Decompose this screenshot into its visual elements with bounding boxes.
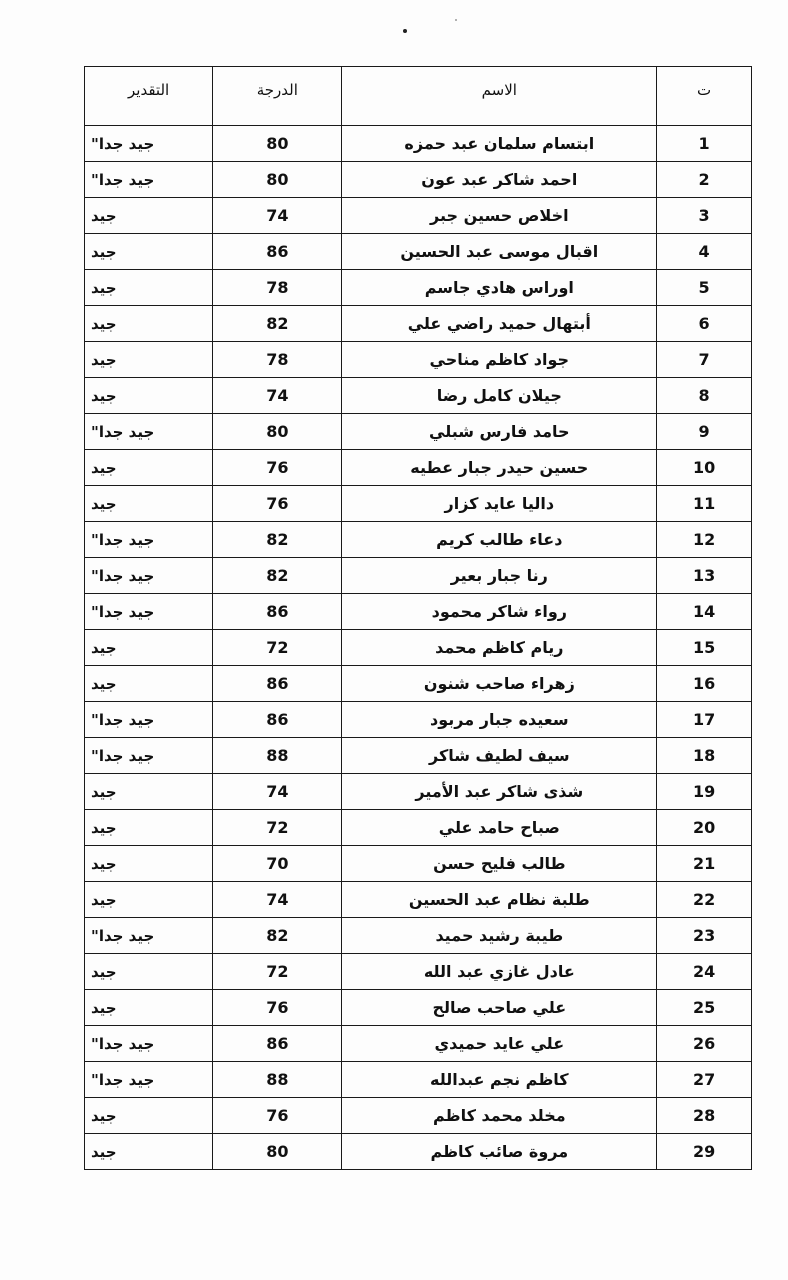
table-header [85, 67, 752, 126]
table-row [85, 450, 752, 486]
cell-grade: جيد [85, 234, 213, 270]
cell-name: طيبة رشيد حميد [342, 918, 657, 954]
cell-grade: جيد [85, 630, 213, 666]
grades-table [84, 66, 752, 1170]
cell-name: داليا عايد كزار [342, 486, 657, 522]
table-row [85, 270, 752, 306]
cell-index: 16 [657, 666, 752, 702]
table-row [85, 738, 752, 774]
cell-score: 82 [213, 306, 342, 342]
table-row [85, 378, 752, 414]
table-body [85, 126, 752, 1170]
cell-name: علي صاحب صالح [342, 990, 657, 1026]
cell-score: 80 [213, 126, 342, 162]
cell-name: جواد كاظم مناحي [342, 342, 657, 378]
table-row [85, 990, 752, 1026]
header-grade: التقدير [85, 67, 213, 126]
cell-score: 76 [213, 450, 342, 486]
table-row [85, 414, 752, 450]
cell-score: 70 [213, 846, 342, 882]
cell-grade: جيد [85, 846, 213, 882]
cell-name: ريام كاظم محمد [342, 630, 657, 666]
cell-name: شذى شاكر عبد الأمير [342, 774, 657, 810]
cell-index: 18 [657, 738, 752, 774]
cell-score: 76 [213, 1098, 342, 1134]
cell-score: 82 [213, 558, 342, 594]
cell-index: 27 [657, 1062, 752, 1098]
cell-grade: جيد [85, 990, 213, 1026]
table-row [85, 918, 752, 954]
cell-name: اقبال موسى عبد الحسين [342, 234, 657, 270]
cell-score: 88 [213, 738, 342, 774]
table-row [85, 1026, 752, 1062]
cell-index: 4 [657, 234, 752, 270]
cell-index: 8 [657, 378, 752, 414]
cell-index: 1 [657, 126, 752, 162]
cell-name: رنا جبار بعير [342, 558, 657, 594]
table-row [85, 882, 752, 918]
cell-score: 82 [213, 918, 342, 954]
ink-speck [455, 19, 457, 21]
cell-name: أبتهال حميد راضي علي [342, 306, 657, 342]
cell-index: 9 [657, 414, 752, 450]
cell-score: 78 [213, 342, 342, 378]
cell-name: طلبة نظام عبد الحسين [342, 882, 657, 918]
table-row [85, 342, 752, 378]
cell-grade: جيد [85, 954, 213, 990]
table-row [85, 954, 752, 990]
cell-grade: جيد جدا" [85, 162, 213, 198]
cell-grade: جيد جدا" [85, 1026, 213, 1062]
cell-grade: جيد [85, 1098, 213, 1134]
table-row [85, 522, 752, 558]
table-row [85, 306, 752, 342]
cell-name: كاظم نجم عبدالله [342, 1062, 657, 1098]
cell-score: 74 [213, 198, 342, 234]
table-row [85, 630, 752, 666]
cell-score: 76 [213, 990, 342, 1026]
cell-name: احمد شاكر عبد عون [342, 162, 657, 198]
cell-grade: جيد [85, 882, 213, 918]
cell-grade: جيد [85, 270, 213, 306]
cell-index: 24 [657, 954, 752, 990]
cell-name: سيف لطيف شاكر [342, 738, 657, 774]
table-row [85, 162, 752, 198]
cell-index: 21 [657, 846, 752, 882]
table-row [85, 666, 752, 702]
header-row [85, 67, 752, 126]
table-row [85, 486, 752, 522]
cell-name: صباح حامد علي [342, 810, 657, 846]
cell-index: 11 [657, 486, 752, 522]
cell-score: 82 [213, 522, 342, 558]
cell-index: 22 [657, 882, 752, 918]
cell-grade: جيد [85, 198, 213, 234]
table-row [85, 594, 752, 630]
cell-score: 76 [213, 486, 342, 522]
cell-score: 72 [213, 810, 342, 846]
cell-name: سعيده جبار مربود [342, 702, 657, 738]
cell-grade: جيد جدا" [85, 918, 213, 954]
cell-index: 3 [657, 198, 752, 234]
ink-speck [403, 29, 407, 33]
cell-grade: جيد [85, 486, 213, 522]
cell-name: طالب فليح حسن [342, 846, 657, 882]
cell-grade: جيد جدا" [85, 558, 213, 594]
cell-score: 86 [213, 234, 342, 270]
cell-index: 19 [657, 774, 752, 810]
cell-index: 17 [657, 702, 752, 738]
cell-grade: جيد جدا" [85, 702, 213, 738]
cell-grade: جيد [85, 666, 213, 702]
header-score: الدرجة [213, 67, 342, 126]
cell-grade: جيد [85, 774, 213, 810]
cell-index: 7 [657, 342, 752, 378]
cell-name: جيلان كامل رضا [342, 378, 657, 414]
cell-score: 80 [213, 162, 342, 198]
cell-score: 88 [213, 1062, 342, 1098]
table-row [85, 198, 752, 234]
cell-index: 29 [657, 1134, 752, 1170]
cell-index: 15 [657, 630, 752, 666]
cell-grade: جيد [85, 378, 213, 414]
table-row [85, 774, 752, 810]
cell-score: 80 [213, 1134, 342, 1170]
cell-index: 13 [657, 558, 752, 594]
cell-grade: جيد جدا" [85, 414, 213, 450]
cell-index: 5 [657, 270, 752, 306]
cell-name: علي عايد حميدي [342, 1026, 657, 1062]
table-row [85, 126, 752, 162]
cell-index: 28 [657, 1098, 752, 1134]
cell-name: اوراس هادي جاسم [342, 270, 657, 306]
cell-grade: جيد [85, 342, 213, 378]
cell-name: رواء شاكر محمود [342, 594, 657, 630]
header-name: الاسم [342, 67, 657, 126]
cell-name: حامد فارس شبلي [342, 414, 657, 450]
table-row [85, 810, 752, 846]
cell-score: 74 [213, 378, 342, 414]
cell-grade: جيد [85, 810, 213, 846]
cell-score: 74 [213, 774, 342, 810]
cell-grade: جيد جدا" [85, 1062, 213, 1098]
table-row [85, 1098, 752, 1134]
table-row [85, 702, 752, 738]
cell-name: عادل غازي عبد الله [342, 954, 657, 990]
cell-grade: جيد جدا" [85, 594, 213, 630]
cell-index: 2 [657, 162, 752, 198]
cell-score: 72 [213, 630, 342, 666]
table-row [85, 1134, 752, 1170]
cell-score: 78 [213, 270, 342, 306]
cell-name: مخلد محمد كاظم [342, 1098, 657, 1134]
header-index: ت [657, 67, 752, 126]
cell-name: مروة صائب كاظم [342, 1134, 657, 1170]
cell-score: 72 [213, 954, 342, 990]
cell-index: 20 [657, 810, 752, 846]
table-row [85, 558, 752, 594]
cell-name: اخلاص حسين جبر [342, 198, 657, 234]
cell-name: ابتسام سلمان عبد حمزه [342, 126, 657, 162]
cell-index: 14 [657, 594, 752, 630]
cell-grade: جيد [85, 306, 213, 342]
cell-grade: جيد [85, 450, 213, 486]
cell-index: 23 [657, 918, 752, 954]
cell-score: 80 [213, 414, 342, 450]
cell-grade: جيد جدا" [85, 522, 213, 558]
table-row [85, 234, 752, 270]
cell-grade: جيد جدا" [85, 738, 213, 774]
cell-score: 86 [213, 1026, 342, 1062]
cell-score: 86 [213, 666, 342, 702]
cell-score: 86 [213, 702, 342, 738]
cell-grade: جيد جدا" [85, 126, 213, 162]
cell-name: دعاء طالب كريم [342, 522, 657, 558]
cell-score: 86 [213, 594, 342, 630]
cell-index: 25 [657, 990, 752, 1026]
table-row [85, 846, 752, 882]
cell-index: 26 [657, 1026, 752, 1062]
cell-grade: جيد [85, 1134, 213, 1170]
cell-name: زهراء صاحب شنون [342, 666, 657, 702]
cell-name: حسين حيدر جبار عطيه [342, 450, 657, 486]
cell-index: 12 [657, 522, 752, 558]
cell-index: 6 [657, 306, 752, 342]
cell-index: 10 [657, 450, 752, 486]
cell-score: 74 [213, 882, 342, 918]
table-row [85, 1062, 752, 1098]
